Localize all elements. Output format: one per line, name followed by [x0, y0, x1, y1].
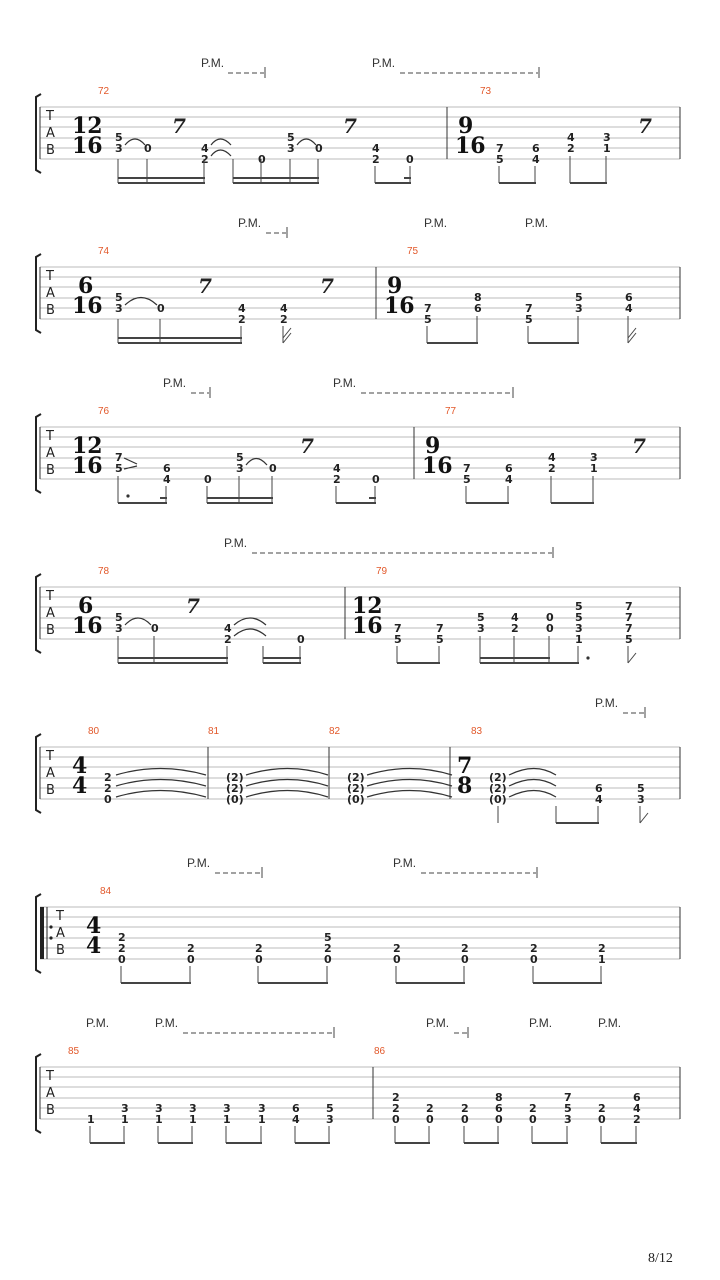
svg-text:3: 3	[477, 622, 485, 635]
measure-number: 85	[68, 1046, 80, 1057]
measure-number: 78	[98, 566, 110, 577]
svg-text:0: 0	[255, 953, 263, 966]
palm-mute-label: P.M.	[201, 56, 225, 70]
measure-number: 83	[471, 726, 483, 737]
tab-clef-a: A	[46, 1086, 55, 1101]
tab-clef-a: A	[46, 446, 55, 461]
svg-text:7: 7	[198, 274, 212, 298]
svg-text:0: 0	[104, 793, 112, 806]
tab-clef-t: T	[46, 1069, 54, 1084]
tab-clef-b: B	[46, 143, 55, 158]
svg-text:2: 2	[393, 942, 401, 955]
tab-clef-b: B	[46, 623, 55, 638]
svg-text:4: 4	[548, 451, 556, 464]
svg-text:(2): (2)	[226, 771, 244, 784]
svg-text:7: 7	[186, 594, 200, 618]
tab-clef-b: B	[56, 943, 65, 958]
svg-text:4: 4	[511, 611, 519, 624]
palm-mute-label: P.M.	[238, 216, 262, 230]
svg-text:6: 6	[595, 782, 603, 795]
svg-text:7: 7	[436, 622, 444, 635]
svg-text:6: 6	[495, 1102, 503, 1115]
rhythm-beams	[121, 966, 601, 983]
palm-mute-label: P.M.	[163, 376, 187, 390]
svg-text:2: 2	[224, 633, 232, 646]
beam-bars	[118, 337, 579, 344]
palm-mute-label: P.M.	[393, 856, 417, 870]
svg-text:2: 2	[201, 153, 209, 166]
svg-text:1: 1	[189, 1113, 197, 1126]
svg-text:2: 2	[392, 1091, 400, 1104]
svg-text:7: 7	[625, 600, 633, 613]
tab-clef-t: T	[46, 109, 54, 124]
palm-mute-label: P.M.	[86, 1016, 110, 1030]
measure-number: 79	[376, 566, 388, 577]
svg-text:0: 0	[144, 142, 152, 155]
svg-text:5: 5	[115, 462, 123, 475]
svg-text:3: 3	[115, 622, 123, 635]
svg-text:5: 5	[394, 633, 402, 646]
tab-staff	[40, 267, 680, 319]
rhythm-beams	[118, 476, 593, 503]
svg-text:(0): (0)	[489, 793, 507, 806]
time-signature-bottom: 16	[72, 293, 103, 319]
repeat-start	[40, 907, 53, 959]
time-signature-bottom: 16	[72, 133, 103, 159]
svg-text:4: 4	[201, 142, 209, 155]
svg-text:7: 7	[172, 114, 186, 138]
svg-text:0: 0	[461, 953, 469, 966]
ties	[125, 298, 157, 306]
palm-mute-label: P.M.	[155, 1016, 179, 1030]
svg-text:7: 7	[496, 142, 504, 155]
svg-text:2: 2	[530, 942, 538, 955]
svg-text:4: 4	[224, 622, 232, 635]
svg-text:4: 4	[595, 793, 603, 806]
rhythm-beams	[90, 1126, 636, 1143]
system-7	[36, 1016, 680, 1144]
tab-clef-a: A	[46, 606, 55, 621]
svg-text:2: 2	[426, 1102, 434, 1115]
svg-text:5: 5	[637, 782, 645, 795]
svg-text:6: 6	[292, 1102, 300, 1115]
time-signature-top: 6	[78, 273, 94, 299]
svg-text:1: 1	[575, 633, 583, 646]
tab-clef-b: B	[46, 463, 55, 478]
time-signature-bottom: 16	[384, 293, 415, 319]
svg-text:2: 2	[633, 1113, 641, 1126]
svg-text:1: 1	[223, 1113, 231, 1126]
svg-text:2: 2	[255, 942, 263, 955]
svg-text:(0): (0)	[226, 793, 244, 806]
svg-text:5: 5	[115, 611, 123, 624]
svg-text:7: 7	[343, 114, 357, 138]
svg-text:5: 5	[575, 611, 583, 624]
svg-text:2: 2	[280, 313, 288, 326]
measure-number: 73	[480, 86, 492, 97]
tab-staff	[40, 907, 680, 959]
svg-text:2: 2	[238, 313, 246, 326]
time-signature-bottom: 16	[72, 613, 103, 639]
svg-text:0: 0	[530, 953, 538, 966]
tab-staff	[40, 107, 680, 159]
time-signature-bottom: 4	[86, 933, 102, 959]
time-signature-top: 12	[72, 433, 103, 459]
svg-text:4: 4	[163, 473, 171, 486]
svg-text:5: 5	[436, 633, 444, 646]
svg-text:7: 7	[525, 302, 533, 315]
svg-text:5: 5	[575, 291, 583, 304]
system-2	[36, 216, 680, 344]
svg-text:3: 3	[258, 1102, 266, 1115]
beam-bars	[90, 1142, 637, 1144]
svg-text:0: 0	[297, 633, 305, 646]
svg-text:(2): (2)	[489, 782, 507, 795]
svg-text:0: 0	[157, 302, 165, 315]
tab-clef-t: T	[46, 749, 54, 764]
svg-text:5: 5	[236, 451, 244, 464]
svg-text:2: 2	[548, 462, 556, 475]
measure-number: 75	[407, 246, 419, 257]
tab-clef-t: T	[46, 269, 54, 284]
svg-text:2: 2	[598, 942, 606, 955]
svg-text:5: 5	[496, 153, 504, 166]
svg-text:7: 7	[424, 302, 432, 315]
svg-text:3: 3	[155, 1102, 163, 1115]
measure-number: 76	[98, 406, 110, 417]
svg-text:6: 6	[633, 1091, 641, 1104]
time-signature-bottom: 16	[422, 453, 453, 479]
tab-clef-a: A	[46, 286, 55, 301]
palm-mute-label: P.M.	[333, 376, 357, 390]
svg-text:4: 4	[280, 302, 288, 315]
svg-text:3: 3	[564, 1113, 572, 1126]
svg-text:5: 5	[287, 131, 295, 144]
svg-text:3: 3	[115, 302, 123, 315]
svg-text:1: 1	[87, 1113, 95, 1126]
svg-text:5: 5	[525, 313, 533, 326]
svg-text:5: 5	[326, 1102, 334, 1115]
svg-text:8: 8	[495, 1091, 503, 1104]
svg-text:1: 1	[258, 1113, 266, 1126]
beam-bars	[121, 982, 602, 984]
svg-text:2: 2	[118, 931, 126, 944]
svg-text:2: 2	[333, 473, 341, 486]
svg-text:1: 1	[598, 953, 606, 966]
svg-text:0: 0	[495, 1113, 503, 1126]
svg-text:0: 0	[546, 622, 554, 635]
system-5	[36, 696, 680, 824]
system-1	[36, 56, 680, 184]
tab-clef-b: B	[46, 1103, 55, 1118]
time-signature-bottom: 8	[457, 773, 473, 799]
time-signature-top: 4	[86, 913, 102, 939]
svg-text:3: 3	[287, 142, 295, 155]
page-number: 8/12	[648, 1251, 673, 1266]
svg-text:7: 7	[394, 622, 402, 635]
svg-text:6: 6	[163, 462, 171, 475]
svg-text:3: 3	[637, 793, 645, 806]
svg-text:0: 0	[406, 153, 414, 166]
svg-text:6: 6	[532, 142, 540, 155]
rhythm-beams	[498, 806, 648, 823]
palm-mute-label: P.M.	[525, 216, 549, 230]
tab-clef-t: T	[46, 429, 54, 444]
svg-text:(2): (2)	[489, 771, 507, 784]
measure-number: 74	[98, 246, 110, 257]
svg-text:2: 2	[324, 942, 332, 955]
beam-bars	[118, 177, 607, 184]
svg-text:0: 0	[426, 1113, 434, 1126]
svg-text:2: 2	[567, 142, 575, 155]
time-signature-bottom: 16	[455, 133, 486, 159]
svg-text:6: 6	[625, 291, 633, 304]
svg-text:7: 7	[463, 462, 471, 475]
svg-text:1: 1	[155, 1113, 163, 1126]
system-3	[36, 376, 680, 504]
svg-text:0: 0	[151, 622, 159, 635]
time-signature-top: 4	[72, 753, 88, 779]
svg-text:0: 0	[529, 1113, 537, 1126]
svg-text:3: 3	[326, 1113, 334, 1126]
beam-bars	[556, 822, 599, 824]
slides-and-ties	[124, 458, 267, 469]
svg-text:2: 2	[372, 153, 380, 166]
svg-text:5: 5	[477, 611, 485, 624]
svg-text:6: 6	[505, 462, 513, 475]
svg-text:2: 2	[461, 1102, 469, 1115]
svg-text:2: 2	[118, 942, 126, 955]
svg-text:0: 0	[461, 1113, 469, 1126]
svg-text:2: 2	[511, 622, 519, 635]
svg-text:5: 5	[424, 313, 432, 326]
svg-text:(2): (2)	[347, 771, 365, 784]
svg-text:(2): (2)	[347, 782, 365, 795]
svg-text:7: 7	[300, 434, 314, 458]
tab-clef-b: B	[46, 783, 55, 798]
svg-text:0: 0	[269, 462, 277, 475]
svg-text:5: 5	[564, 1102, 572, 1115]
time-signature-top: 9	[387, 273, 403, 299]
time-signature-top: 9	[425, 433, 441, 459]
tab-clef-t: T	[56, 909, 64, 924]
palm-mute-label: P.M.	[598, 1016, 622, 1030]
rests	[198, 274, 334, 298]
svg-text:0: 0	[324, 953, 332, 966]
svg-text:3: 3	[590, 451, 598, 464]
time-signature-bottom: 16	[352, 613, 383, 639]
palm-mute-label: P.M.	[426, 1016, 450, 1030]
ties	[125, 618, 266, 636]
tab-clef-a: A	[46, 126, 55, 141]
svg-text:2: 2	[392, 1102, 400, 1115]
svg-text:(2): (2)	[226, 782, 244, 795]
measure-number: 72	[98, 86, 110, 97]
measure-number: 81	[208, 726, 220, 737]
svg-text:0: 0	[598, 1113, 606, 1126]
svg-text:5: 5	[324, 931, 332, 944]
svg-text:0: 0	[118, 953, 126, 966]
svg-text:2: 2	[461, 942, 469, 955]
svg-text:7: 7	[115, 451, 123, 464]
palm-mute-label: P.M.	[187, 856, 211, 870]
svg-text:4: 4	[532, 153, 540, 166]
time-signature-bottom: 4	[72, 773, 88, 799]
svg-text:3: 3	[575, 302, 583, 315]
svg-text:1: 1	[603, 142, 611, 155]
svg-text:3: 3	[223, 1102, 231, 1115]
svg-text:0: 0	[187, 953, 195, 966]
tab-clef-b: B	[46, 303, 55, 318]
svg-text:3: 3	[121, 1102, 129, 1115]
svg-text:7: 7	[625, 622, 633, 635]
svg-text:3: 3	[236, 462, 244, 475]
svg-text:1: 1	[590, 462, 598, 475]
svg-text:0: 0	[546, 611, 554, 624]
time-signature-top: 12	[72, 113, 103, 139]
svg-text:3: 3	[189, 1102, 197, 1115]
svg-text:4: 4	[372, 142, 380, 155]
svg-text:2: 2	[104, 771, 112, 784]
svg-text:7: 7	[564, 1091, 572, 1104]
time-signature-top: 7	[457, 753, 473, 779]
svg-text:3: 3	[115, 142, 123, 155]
svg-text:3: 3	[575, 622, 583, 635]
system-6	[36, 856, 680, 984]
svg-text:4: 4	[292, 1113, 300, 1126]
measure-number: 84	[100, 886, 112, 897]
svg-text:(0): (0)	[347, 793, 365, 806]
palm-mute-label: P.M.	[424, 216, 448, 230]
svg-text:4: 4	[625, 302, 633, 315]
time-signature-bottom: 16	[72, 453, 103, 479]
svg-text:5: 5	[115, 291, 123, 304]
svg-text:2: 2	[529, 1102, 537, 1115]
time-signature-top: 6	[78, 593, 94, 619]
svg-text:4: 4	[505, 473, 513, 486]
time-signature-top: 12	[352, 593, 383, 619]
rests	[172, 114, 652, 138]
tab-clef-t: T	[46, 589, 54, 604]
svg-text:7: 7	[320, 274, 334, 298]
svg-text:0: 0	[372, 473, 380, 486]
svg-text:2: 2	[187, 942, 195, 955]
rests	[186, 594, 200, 618]
svg-text:7: 7	[638, 114, 652, 138]
svg-text:0: 0	[204, 473, 212, 486]
svg-text:4: 4	[238, 302, 246, 315]
svg-text:0: 0	[393, 953, 401, 966]
measure-number: 80	[88, 726, 100, 737]
measure-number: 77	[445, 406, 457, 417]
svg-text:1: 1	[121, 1113, 129, 1126]
svg-text:6: 6	[474, 302, 482, 315]
beam-bars	[118, 657, 579, 664]
measure-number: 86	[374, 1046, 386, 1057]
tab-staff	[40, 427, 680, 479]
beam-bars	[118, 497, 594, 504]
palm-mute-label: P.M.	[595, 696, 619, 710]
measure-number: 82	[329, 726, 341, 737]
svg-text:5: 5	[463, 473, 471, 486]
svg-text:4: 4	[333, 462, 341, 475]
svg-text:4: 4	[633, 1102, 641, 1115]
svg-text:5: 5	[115, 131, 123, 144]
svg-text:0: 0	[315, 142, 323, 155]
tab-clef-a: A	[56, 926, 65, 941]
tab-staff	[40, 1067, 680, 1119]
svg-text:4: 4	[567, 131, 575, 144]
svg-text:2: 2	[598, 1102, 606, 1115]
svg-text:5: 5	[625, 633, 633, 646]
svg-text:2: 2	[104, 782, 112, 795]
palm-mute-label: P.M.	[372, 56, 396, 70]
palm-mute-label: P.M.	[529, 1016, 553, 1030]
svg-text:7: 7	[632, 434, 646, 458]
time-signature-top: 9	[458, 113, 474, 139]
svg-text:0: 0	[392, 1113, 400, 1126]
svg-text:3: 3	[603, 131, 611, 144]
svg-text:8: 8	[474, 291, 482, 304]
tab-clef-a: A	[46, 766, 55, 781]
svg-text:7: 7	[625, 611, 633, 624]
svg-text:0: 0	[258, 153, 266, 166]
svg-text:5: 5	[575, 600, 583, 613]
system-4	[36, 536, 680, 664]
palm-mute-label: P.M.	[224, 536, 248, 550]
